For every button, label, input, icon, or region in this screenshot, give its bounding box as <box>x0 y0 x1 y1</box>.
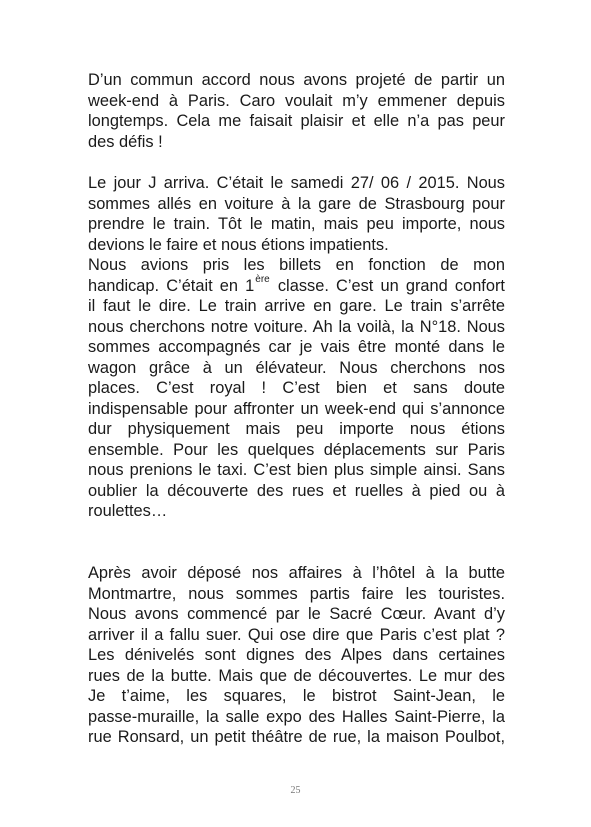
paragraph-2 <box>88 173 505 522</box>
text-line: passe-muraille, la salle expo des Halles Saint-Pierre, la <box>88 707 505 726</box>
text-line: nous cherchons notre voiture. Ah la voilà, la N°18. Nous <box>88 317 505 336</box>
text-line-with-superscript <box>88 273 505 297</box>
text-line: oublier la découverte des rues et ruelles à pied ou à <box>88 481 505 500</box>
text-line: Après avoir déposé nos affaires à l’hôtel à la butte <box>88 564 505 582</box>
text-line: Nous avions pris les billets en fonction de mon <box>88 256 505 274</box>
text-line: longtemps. Cela me faisait plaisir et elle n’a pas peur <box>88 112 505 130</box>
text-line: D’un commun accord nous avons projeté de partir un <box>88 71 505 89</box>
text-line: il faut le dire. Le train arrive en gare. Le train s’arrête <box>88 297 505 315</box>
text-line: Nous avons commencé par le Sacré Cœur. Avant d’y <box>88 605 505 623</box>
text-line: Je t’aime, les squares, le bistrot Saint-Jean, le <box>88 687 505 705</box>
superscript: ère <box>255 273 270 285</box>
text-line: Montmartre, nous sommes partis faire les touristes. <box>88 584 505 603</box>
text-line: sommes allés en voiture à la gare de Strasbourg pour <box>88 194 505 213</box>
text-segment: handicap. C’était en 1 <box>88 276 255 295</box>
text-line: roulettes… <box>88 502 168 520</box>
text-line: Les dénivelés sont dignes des Alpes dans certaines <box>88 646 505 664</box>
text-line: prendre le train. Tôt le matin, mais peu importe, nous <box>88 215 505 233</box>
text-line: devions le faire et nous étions impatients. <box>88 235 389 254</box>
text-line: des défis ! <box>88 132 163 151</box>
paragraph-3 <box>88 563 505 748</box>
text-line: dur physiquement mais peu importe nous étions <box>88 420 505 438</box>
text-segment: classe. C’est un grand confort <box>270 276 505 295</box>
text-line: rue Ronsard, un petit théâtre de rue, la maison Poulbot, <box>88 728 505 746</box>
text-line: Le jour J arriva. C’était le samedi 27/ 06 / 2015. Nous <box>88 174 505 192</box>
text-line: indispensable pour affronter un week-end qui s’annonce <box>88 399 505 418</box>
page-number: 25 <box>290 785 301 796</box>
text-line: arriver il a fallu suer. Qui ose dire que Paris c’est plat ? <box>88 625 505 644</box>
text-line: sommes accompagnés car je vais être monté dans le <box>88 338 505 356</box>
text-line: rues de la butte. Mais que de découvertes. Le mur des <box>88 666 505 685</box>
text-line: week-end à Paris. Caro voulait m’y emmener depuis <box>88 91 505 110</box>
text-line: nous prenions le taxi. C’est bien plus simple ainsi. Sans <box>88 461 505 479</box>
text-line: places. C’est royal ! C’est bien et sans doute <box>88 379 505 397</box>
text-line: ensemble. Pour les quelques déplacements sur Paris <box>88 440 505 459</box>
paragraph-1 <box>88 70 505 152</box>
text-line: wagon grâce à un élévateur. Nous cherchons nos <box>88 358 505 377</box>
